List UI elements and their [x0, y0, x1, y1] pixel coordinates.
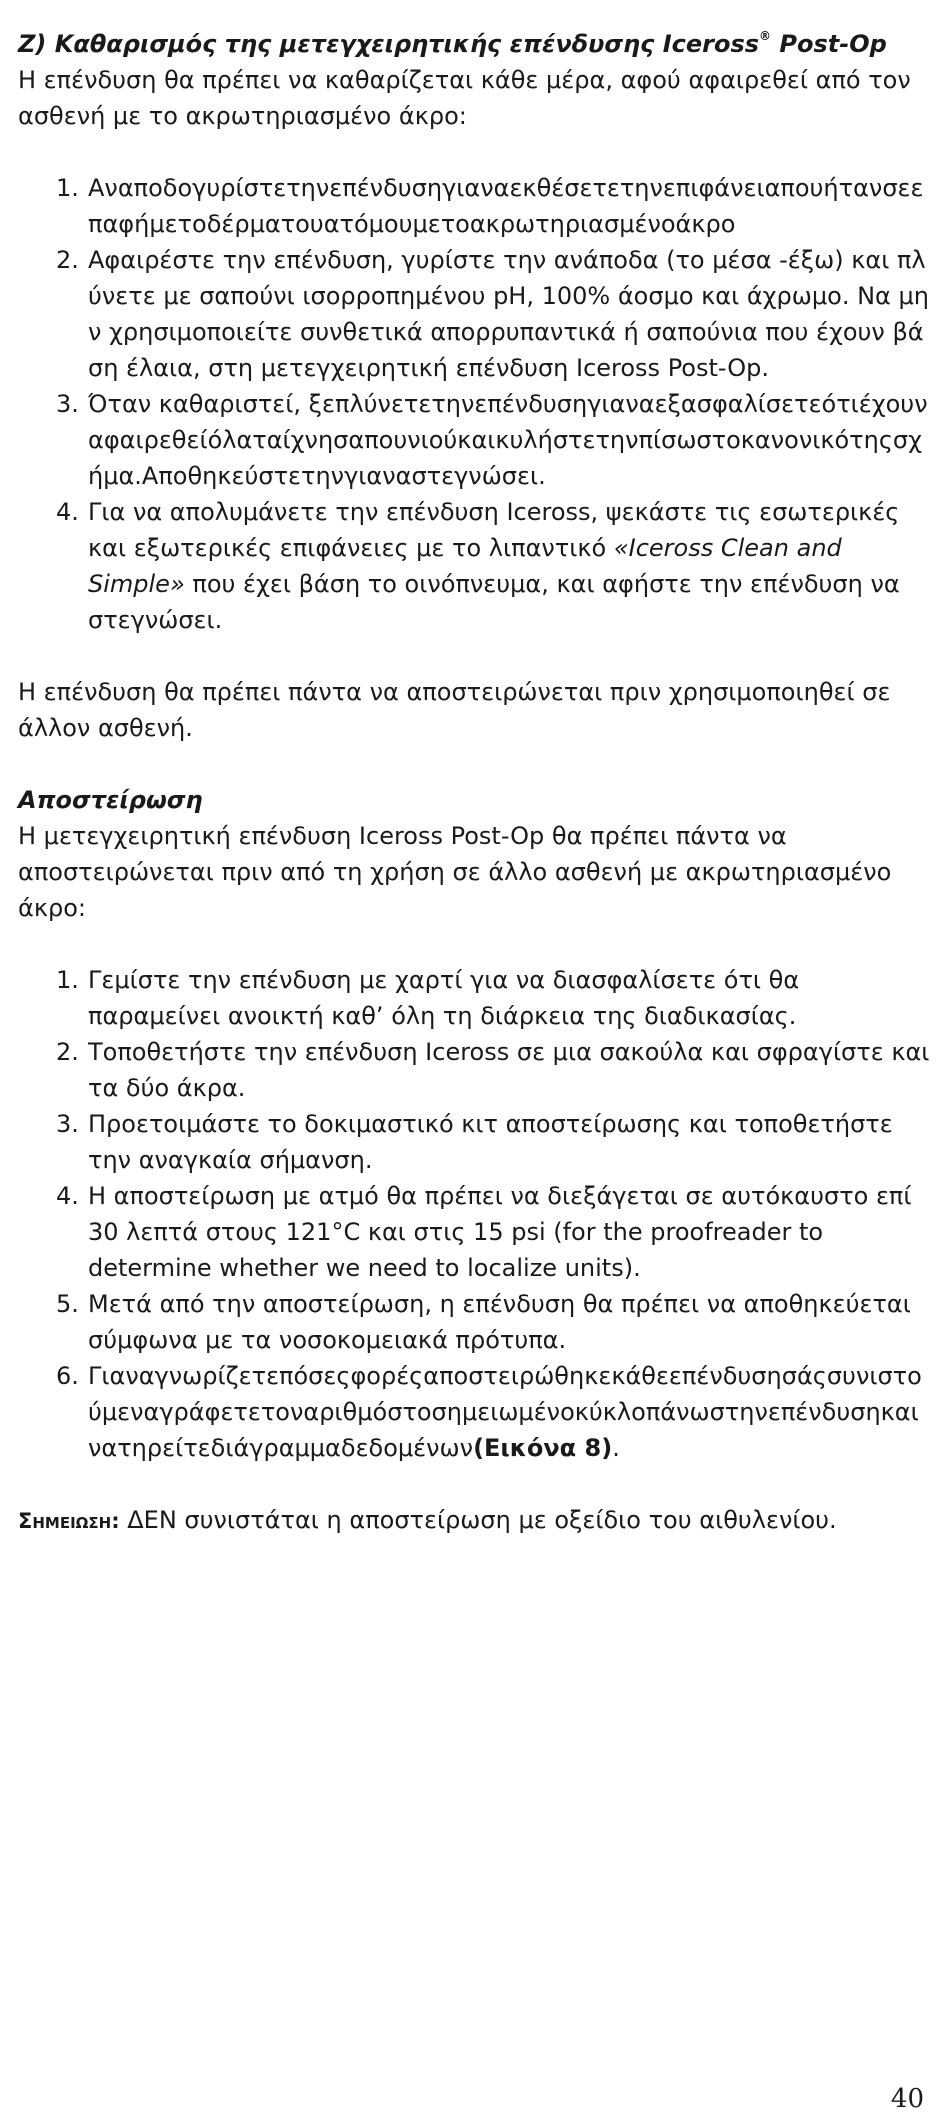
note — [18, 1502, 930, 1539]
step-number: 1. — [56, 966, 79, 994]
step-text: Η αποστείρωση με ατμό θα πρέπει να διεξάγεται σε αυτόκαυστο επί 30 λεπτά στους 121°C και στις 15 psi (for the proofreader to determine whether we need to localize units). — [88, 1182, 912, 1282]
step-text: Τοποθετήστε την επένδυση Iceross σε μια σακούλα και σφραγίστε και τα δύο άκρα. — [88, 1038, 930, 1102]
cleaning-steps-list — [18, 170, 930, 638]
section-heading-sterilization: Αποστείρωση — [18, 786, 203, 814]
list-item — [18, 170, 930, 242]
list-item — [18, 386, 930, 494]
step-text: Αναποδογυρίστετηνεπένδυσηγιαναεκθέσετετηνεπιφάνειαπουήτανσεεπαφήμετοδέρματουατόμουμετοακρωτηριασμένοάκρο — [88, 174, 924, 238]
list-item — [18, 494, 930, 638]
section-heading-cleaning — [18, 26, 930, 62]
heading-suffix: Post-Op — [771, 30, 887, 58]
step-text: Προετοιμάστε το δοκιμαστικό κιτ αποστείρωσης και τοποθετήστε την αναγκαία σήμανση. — [88, 1110, 893, 1174]
step-number: 1. — [56, 174, 79, 202]
step-number: 5. — [56, 1290, 79, 1318]
step-number: 6. — [56, 1362, 79, 1390]
step-text: Γεμίστε την επένδυση με χαρτί για να διασφαλίσετε ότι θα παραμείνει ανοικτή καθ’ όλη τη διάρκεια της διαδικασίας. — [88, 966, 800, 1030]
document-page — [18, 26, 930, 1539]
product-name: «Iceross Clean and Simple» — [88, 534, 842, 598]
sterilization-intro: Η μετεγχειρητική επένδυση Iceross Post-Op θα πρέπει πάντα να αποστειρώνεται πριν από τη χρήση σε άλλο ασθενή με ακρωτηριασμένο άκρο: — [18, 822, 892, 922]
registered-mark: ® — [759, 29, 772, 43]
list-item — [18, 1286, 930, 1358]
list-item — [18, 1358, 930, 1466]
list-item — [18, 242, 930, 386]
step-number: 3. — [56, 390, 79, 418]
cleaning-closing: Η επένδυση θα πρέπει πάντα να αποστειρώνεται πριν χρησιμοποιηθεί σε άλλον ασθενή. — [18, 678, 891, 742]
note-text: ΔΕΝ συνιστάται η αποστείρωση με οξείδιο του αιθυλενίου. — [119, 1506, 837, 1534]
step-number: 4. — [56, 498, 79, 526]
step-text-tail: που έχει βάση το οινόπνευμα, και αφήστε την επένδυση να στεγνώσει. — [88, 570, 900, 634]
figure-reference: (Εικόνα 8) — [473, 1434, 613, 1462]
cleaning-intro: Η επένδυση θα πρέπει να καθαρίζεται κάθε μέρα, αφού αφαιρεθεί από τον ασθενή με το ακρωτηριασμένο άκρο: — [18, 66, 911, 130]
step-text: Αφαιρέστε την επένδυση, γυρίστε την ανάποδα (το μέσα -έξω) και πλύνετε με σαπούνι ισορροπημένου pH, 100% άοσμο και άχρωμο. Να μην χρησιμοποιείτε συνθετικά απορρυπαντικά ή σαπούνια που έχουν βάση έλαια, στη μετεγχειρητική επένδυση Iceross Post-Op. — [88, 246, 929, 382]
note-label: Σημειωση: — [18, 1509, 120, 1533]
step-number: 3. — [56, 1110, 79, 1138]
step-number: 2. — [56, 1038, 79, 1066]
step-text: Γιαναγνωρίζετεπόσεςφορέςαποστειρώθηκεκάθεεπένδυσησάςσυνιστούμεναγράφετετοναριθμόστοσημειωμένοκύκλοπάνωστηνεπένδυσηκαινατηρείτεδιάγραμμαδεδομένων — [88, 1362, 922, 1462]
step-text: Για να απολυμάνετε την επένδυση Iceross, ψεκάστε τις εσωτερικές και εξωτερικές επιφάνειες με το λιπαντικό — [88, 498, 900, 562]
list-item — [18, 1106, 930, 1178]
page-number: 40 — [890, 2084, 924, 2114]
list-item — [18, 962, 930, 1034]
step-number: 2. — [56, 246, 79, 274]
heading-text: Z) Καθαρισμός της μετεγχειρητικής επένδυσης Iceross — [18, 30, 760, 58]
step-text: Όταν καθαριστεί, ξεπλύνετετηνεπένδυσηγιαναεξασφαλίσετεότιέχουναφαιρεθείόλαταίχνησαπουνιούκαικυλήστετηνπίσωστοκανονικότηςσχήμα.Αποθηκεύστετηνγιαναστεγνώσει. — [88, 390, 928, 490]
list-item — [18, 1034, 930, 1106]
step-number: 4. — [56, 1182, 79, 1210]
step-text: Μετά από την αποστείρωση, η επένδυση θα πρέπει να αποθηκεύεται σύμφωνα με τα νοσοκομειακά πρότυπα. — [88, 1290, 911, 1354]
sterilization-steps-list — [18, 962, 930, 1466]
list-item — [18, 1178, 930, 1286]
step-text-tail: . — [612, 1434, 620, 1462]
